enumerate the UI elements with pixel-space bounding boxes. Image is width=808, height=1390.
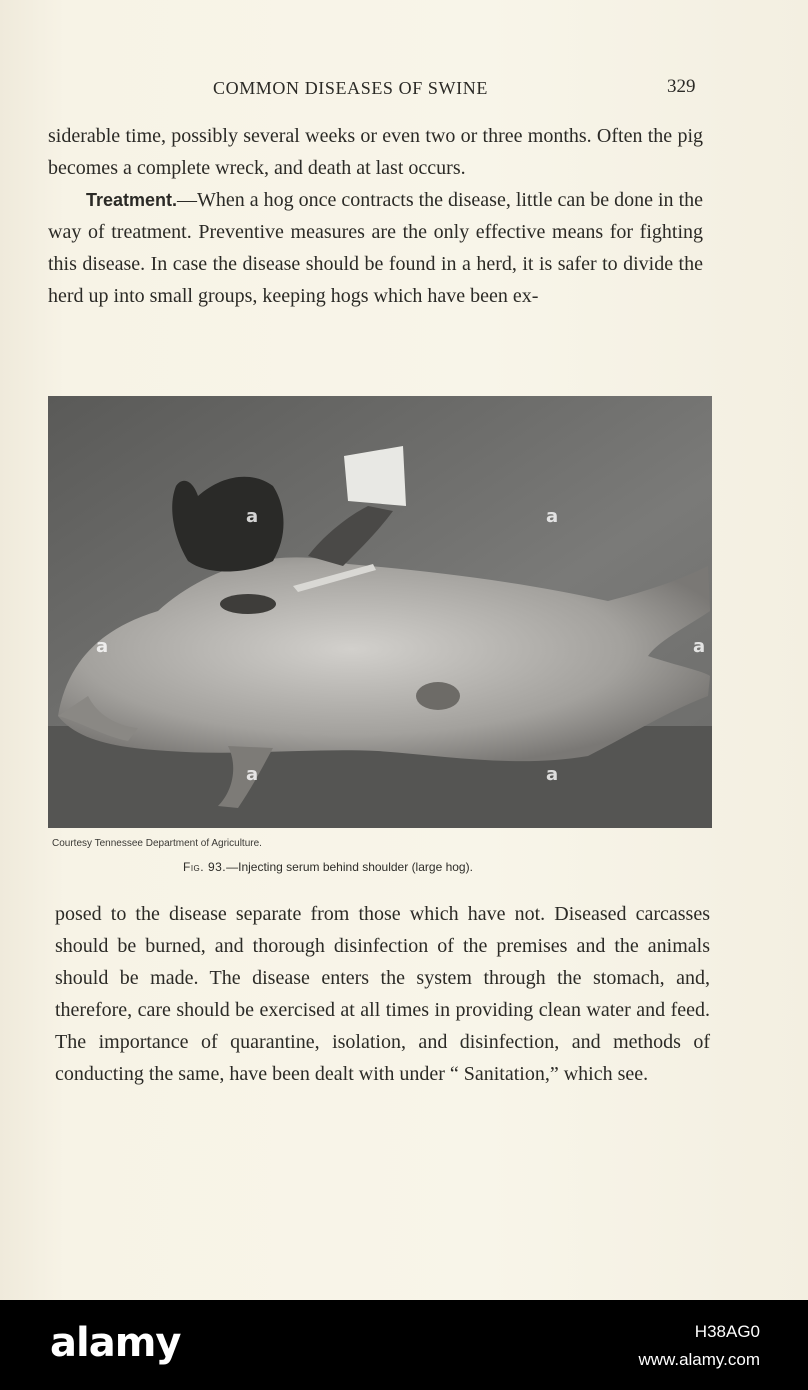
figure-credit: Courtesy Tennessee Department of Agriculture. xyxy=(52,838,262,849)
bottom-text-block xyxy=(55,898,710,1090)
figure-caption xyxy=(183,860,473,874)
watermark-bar xyxy=(0,1300,808,1390)
watermark-overlay-mark: a xyxy=(246,764,259,785)
page-number: 329 xyxy=(667,76,696,97)
site-url: www.alamy.com xyxy=(638,1350,760,1369)
watermark-overlay-mark: a xyxy=(96,636,109,657)
image-id: H38AG0 xyxy=(694,1322,760,1341)
hog-photo-illustration xyxy=(48,396,712,828)
figure-label: Fig. 93. xyxy=(183,860,227,874)
watermark-overlay-mark: a xyxy=(546,506,559,527)
paragraph-continued: posed to the disease separate from those which have not. Diseased carcasses should be burned, and thorough disinfection of the premises and the animals should be made. The disease enters the system through the stomach, and, therefore, care should be exercised at all times in providing clean water and feed. The importance of quarantine, isolation, and disinfection, and methods of conducting the same, have been dealt with under “ Sanitation,” which see. xyxy=(55,903,710,1085)
watermark-overlay-mark: a xyxy=(693,636,706,657)
running-head: COMMON DISEASES OF SWINE xyxy=(213,78,488,98)
paragraph-treatment xyxy=(48,184,703,312)
treatment-heading: Treatment. xyxy=(86,190,178,210)
brand-logo: alamy xyxy=(50,1320,181,1366)
treatment-body: —When a hog once contracts the disease, little can be done in the way of treatment. Preventive measures are the only effective means for fighting this disease. In case the disease should be found in a herd, it is safer to divide the herd up into small groups, keeping hogs which have been ex- xyxy=(48,189,703,307)
watermark-overlay-mark: a xyxy=(246,506,259,527)
paragraph-continuation: siderable time, possibly several weeks or even two or three months. Often the pig becomes a complete wreck, and death at last occurs. xyxy=(48,125,703,179)
top-text-block xyxy=(48,120,703,312)
figure-caption-text: —Injecting serum behind shoulder (large hog). xyxy=(226,860,473,874)
watermark-overlay-mark: a xyxy=(546,764,559,785)
figure-photo-hog-injection xyxy=(48,396,712,828)
